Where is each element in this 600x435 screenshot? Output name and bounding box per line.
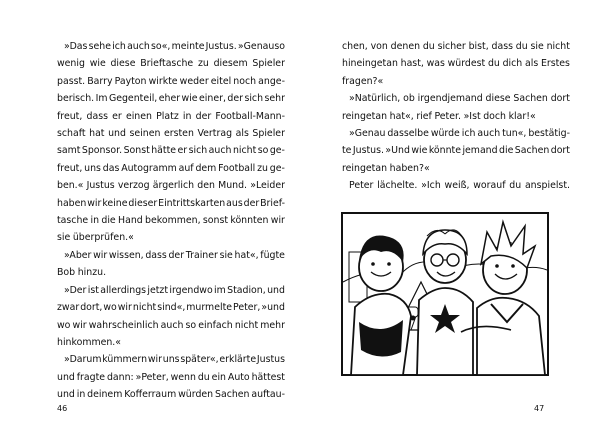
word: wir xyxy=(72,319,87,331)
word: Football-Mann- xyxy=(215,110,285,122)
word: Barry xyxy=(87,75,113,87)
word: wie xyxy=(181,93,198,105)
text-line xyxy=(57,369,285,386)
word: nicht xyxy=(232,145,257,157)
word: tun«, xyxy=(502,128,527,140)
word: samt xyxy=(57,145,81,157)
word: Justus. xyxy=(352,145,384,157)
word: »Und xyxy=(385,145,410,157)
word: und xyxy=(267,284,285,296)
word: »Peter, xyxy=(135,371,169,383)
word: Peter, xyxy=(233,302,261,314)
word: du xyxy=(197,371,210,383)
word: bist, xyxy=(468,41,489,52)
word: dem xyxy=(195,162,217,174)
text-line xyxy=(57,317,285,334)
word: »Ist xyxy=(463,110,481,122)
word: seinen xyxy=(129,128,161,140)
word: wir xyxy=(93,249,108,261)
word: auch xyxy=(208,145,232,157)
word: meinte xyxy=(171,41,205,52)
word: passt. xyxy=(57,75,86,87)
word: sonst xyxy=(202,215,229,227)
word: te xyxy=(342,145,352,157)
word: Peter. xyxy=(434,110,461,122)
word: Vertrag xyxy=(197,128,233,140)
word: der xyxy=(243,197,260,209)
word: ersten xyxy=(164,128,194,140)
word: er xyxy=(112,110,122,122)
word: hinzu. xyxy=(77,267,107,279)
text-line xyxy=(57,195,285,212)
word: sich xyxy=(244,93,264,105)
word: wir xyxy=(87,197,102,209)
word: bekommen, xyxy=(145,215,201,227)
word: »Genauso xyxy=(237,41,285,52)
word: in xyxy=(182,110,192,122)
word: Sachen xyxy=(513,93,548,105)
word: Spieler xyxy=(252,58,285,70)
text-line xyxy=(342,108,570,125)
word: du xyxy=(509,180,522,192)
word: Brief- xyxy=(260,197,285,209)
word: überprüfen.« xyxy=(72,232,134,244)
word: so«, xyxy=(151,41,171,52)
word: erklärte xyxy=(219,354,257,366)
word: »Aber xyxy=(64,249,92,261)
word: hat«, xyxy=(389,110,414,122)
word: freut, xyxy=(57,162,83,174)
text-line xyxy=(342,177,570,194)
word: doch xyxy=(483,110,507,122)
word: Gegenteil, xyxy=(108,93,158,105)
word: könnten xyxy=(230,215,269,227)
word: auch xyxy=(477,128,501,140)
word: Justus. xyxy=(205,41,237,52)
word: »Leider xyxy=(250,180,285,192)
word: hinkommen.« xyxy=(57,336,122,348)
word: dich xyxy=(502,58,523,70)
word: »Der xyxy=(64,284,87,296)
word: anspielst. xyxy=(524,180,570,192)
word: dann: xyxy=(106,371,134,383)
word: Payton xyxy=(114,75,147,87)
word: Brieftasche xyxy=(140,58,194,70)
word: irgendjemand xyxy=(417,93,483,105)
word: einen xyxy=(125,110,152,122)
word: jetzt xyxy=(147,284,169,296)
word: allerdings xyxy=(100,284,147,296)
word: dasselbe xyxy=(387,128,429,140)
word: uns xyxy=(162,354,180,366)
word: sind«, xyxy=(157,302,186,314)
word: »Das xyxy=(64,41,88,52)
word: »Genau xyxy=(349,128,386,140)
word: sie xyxy=(57,232,71,244)
word: ich xyxy=(461,128,476,140)
word: hast, xyxy=(400,58,424,70)
word: »Natürlich, xyxy=(349,93,401,105)
word: zu xyxy=(197,58,209,70)
word: zwar xyxy=(57,302,80,314)
word: wo xyxy=(57,319,71,331)
word: dort xyxy=(550,145,570,157)
word: wissen, xyxy=(108,249,144,261)
word: reingetan xyxy=(342,162,388,174)
text-line xyxy=(57,264,285,281)
word: mehr xyxy=(260,319,285,331)
word: sicher xyxy=(437,41,466,52)
text-line xyxy=(342,125,570,142)
word: Justus xyxy=(256,354,285,366)
word: dass xyxy=(491,41,513,52)
three-boys-illustration-icon xyxy=(341,212,549,376)
word: du xyxy=(487,58,500,70)
word: als xyxy=(235,128,249,140)
word: auch xyxy=(160,319,184,331)
word: von xyxy=(370,41,388,52)
word: auf xyxy=(178,162,194,174)
word: ge- xyxy=(269,162,285,174)
word: Justus xyxy=(86,180,115,192)
word: Auto xyxy=(227,371,250,383)
word: diese xyxy=(110,58,136,70)
text-line xyxy=(57,299,285,316)
word: später«, xyxy=(180,354,219,366)
word: chen, xyxy=(342,41,368,52)
word: ge- xyxy=(269,145,285,157)
text-line xyxy=(342,160,570,177)
word: dort, xyxy=(80,302,103,314)
text-line xyxy=(57,334,285,351)
text-line xyxy=(57,212,285,229)
word: dass xyxy=(86,110,108,122)
word: im xyxy=(214,284,226,296)
word: tasche xyxy=(57,215,89,227)
word: berisch. xyxy=(57,93,95,105)
word: würde xyxy=(430,128,460,140)
word: in xyxy=(90,215,100,227)
word: »und xyxy=(261,302,285,314)
word: Im xyxy=(95,93,108,105)
word: wir xyxy=(147,354,162,366)
word: hat«, xyxy=(234,249,259,261)
word: hat xyxy=(89,128,105,140)
word: einfach xyxy=(198,319,233,331)
word: eitel xyxy=(210,75,232,87)
word: rief xyxy=(416,110,432,122)
word: hätte xyxy=(151,145,177,157)
word: Sachen xyxy=(215,389,250,401)
text-line xyxy=(342,73,570,90)
word: klar!« xyxy=(508,110,536,122)
word: haben xyxy=(57,197,87,209)
word: Hand xyxy=(118,215,143,227)
word: Stadion, xyxy=(227,284,266,296)
word: lächelte. xyxy=(377,180,418,192)
word: fragen?« xyxy=(342,75,384,87)
word: »Ich xyxy=(421,180,441,192)
word: so xyxy=(185,319,197,331)
word: ich xyxy=(112,41,126,52)
word: haben?« xyxy=(389,162,430,174)
text-line xyxy=(57,351,285,368)
word: nicht xyxy=(234,319,259,331)
right-page-text xyxy=(342,38,570,195)
text-line xyxy=(342,38,570,55)
word: Platz xyxy=(156,110,179,122)
word: Trainer xyxy=(185,249,218,261)
word: verzog xyxy=(117,180,150,192)
text-line xyxy=(57,386,285,403)
word: sich xyxy=(188,145,208,157)
word: weiß, xyxy=(444,180,470,192)
word: Spieler xyxy=(252,128,285,140)
word: auch xyxy=(127,41,150,52)
text-line xyxy=(57,142,285,159)
word: wenig xyxy=(57,58,85,70)
word: was xyxy=(426,58,445,70)
text-line xyxy=(57,108,285,125)
text-line xyxy=(57,55,285,72)
word: könnte xyxy=(428,145,461,157)
word: deinem xyxy=(87,389,123,401)
word: dort xyxy=(550,93,570,105)
word: wir xyxy=(117,302,132,314)
word: diese xyxy=(485,93,511,105)
word: wie xyxy=(411,145,428,157)
word: ben.« xyxy=(57,180,84,192)
word: »Darum xyxy=(64,354,102,366)
word: ärgerlich xyxy=(152,180,195,192)
word: Sponsor. xyxy=(81,145,123,157)
word: freut, xyxy=(57,110,83,122)
word: hättest xyxy=(251,371,285,383)
word: jemand xyxy=(462,145,498,157)
word: auftau- xyxy=(251,389,285,401)
word: weder xyxy=(179,75,209,87)
text-line xyxy=(342,90,570,107)
word: das xyxy=(102,162,120,174)
word: und xyxy=(57,389,75,401)
word: der xyxy=(227,93,243,105)
left-page-number: 46 xyxy=(57,404,68,413)
word: Peter xyxy=(349,180,374,192)
word: worauf xyxy=(473,180,506,192)
word: Kofferraum xyxy=(124,389,177,401)
text-line xyxy=(57,160,285,177)
word: keine xyxy=(102,197,128,209)
word: Sachen xyxy=(514,145,550,157)
word: würdest xyxy=(447,58,486,70)
word: ein xyxy=(211,371,226,383)
word: er xyxy=(177,145,188,157)
word: schaft xyxy=(57,128,86,140)
word: noch xyxy=(233,75,257,87)
text-line xyxy=(57,247,285,264)
word: aus xyxy=(226,197,243,209)
word: Sonst xyxy=(123,145,150,157)
word: denen xyxy=(390,41,421,52)
word: wenn xyxy=(170,371,196,383)
word: wo xyxy=(103,302,117,314)
word: Football xyxy=(218,162,256,174)
word: würden xyxy=(178,389,214,401)
word: wirkte xyxy=(148,75,178,87)
text-line xyxy=(57,177,285,194)
text-line xyxy=(57,229,285,246)
word: du xyxy=(515,41,528,52)
word: irgendwo xyxy=(169,284,213,296)
word: murmelte xyxy=(186,302,233,314)
word: ange- xyxy=(258,75,285,87)
word: Mund. xyxy=(218,180,248,192)
word: du xyxy=(422,41,435,52)
word: und xyxy=(108,128,126,140)
word: sie xyxy=(530,41,544,52)
word: so xyxy=(257,145,269,157)
word: den xyxy=(197,180,215,192)
word: Eintrittskarten xyxy=(158,197,226,209)
word: nicht xyxy=(132,302,157,314)
word: fragte xyxy=(76,371,106,383)
word: der xyxy=(168,249,185,261)
word: einer, xyxy=(199,93,226,105)
word: der xyxy=(195,110,212,122)
word: und xyxy=(57,371,75,383)
word: ob xyxy=(403,93,415,105)
text-line xyxy=(57,38,285,55)
text-line xyxy=(57,73,285,90)
word: sehr xyxy=(264,93,285,105)
word: kümmern xyxy=(102,354,148,366)
word: dieser xyxy=(128,197,158,209)
word: uns xyxy=(84,162,101,174)
word: hineingetan xyxy=(342,58,398,70)
word: Autogramm xyxy=(121,162,177,174)
right-page-number: 47 xyxy=(534,404,545,413)
word: wir xyxy=(270,215,285,227)
word: Bob xyxy=(57,267,76,279)
text-line xyxy=(57,125,285,142)
word: dass xyxy=(145,249,167,261)
word: wie xyxy=(89,58,106,70)
word: nicht xyxy=(546,41,570,52)
word: diesem xyxy=(213,58,248,70)
text-line xyxy=(342,55,570,72)
word: in xyxy=(76,389,86,401)
word: reingetan xyxy=(342,110,388,122)
word: ist xyxy=(87,284,99,296)
text-line xyxy=(57,282,285,299)
word: wahrscheinlich xyxy=(88,319,159,331)
word: sie xyxy=(219,249,233,261)
text-line xyxy=(342,142,570,159)
word: Erstes xyxy=(540,58,570,70)
word: die xyxy=(499,145,514,157)
left-page-text xyxy=(57,38,285,404)
word: sehe xyxy=(88,41,111,52)
word: als xyxy=(524,58,539,70)
word: die xyxy=(101,215,116,227)
text-line xyxy=(57,90,285,107)
word: bestätig- xyxy=(528,128,570,140)
word: fügte xyxy=(260,249,285,261)
word: zu xyxy=(257,162,268,174)
word: eher xyxy=(158,93,181,105)
